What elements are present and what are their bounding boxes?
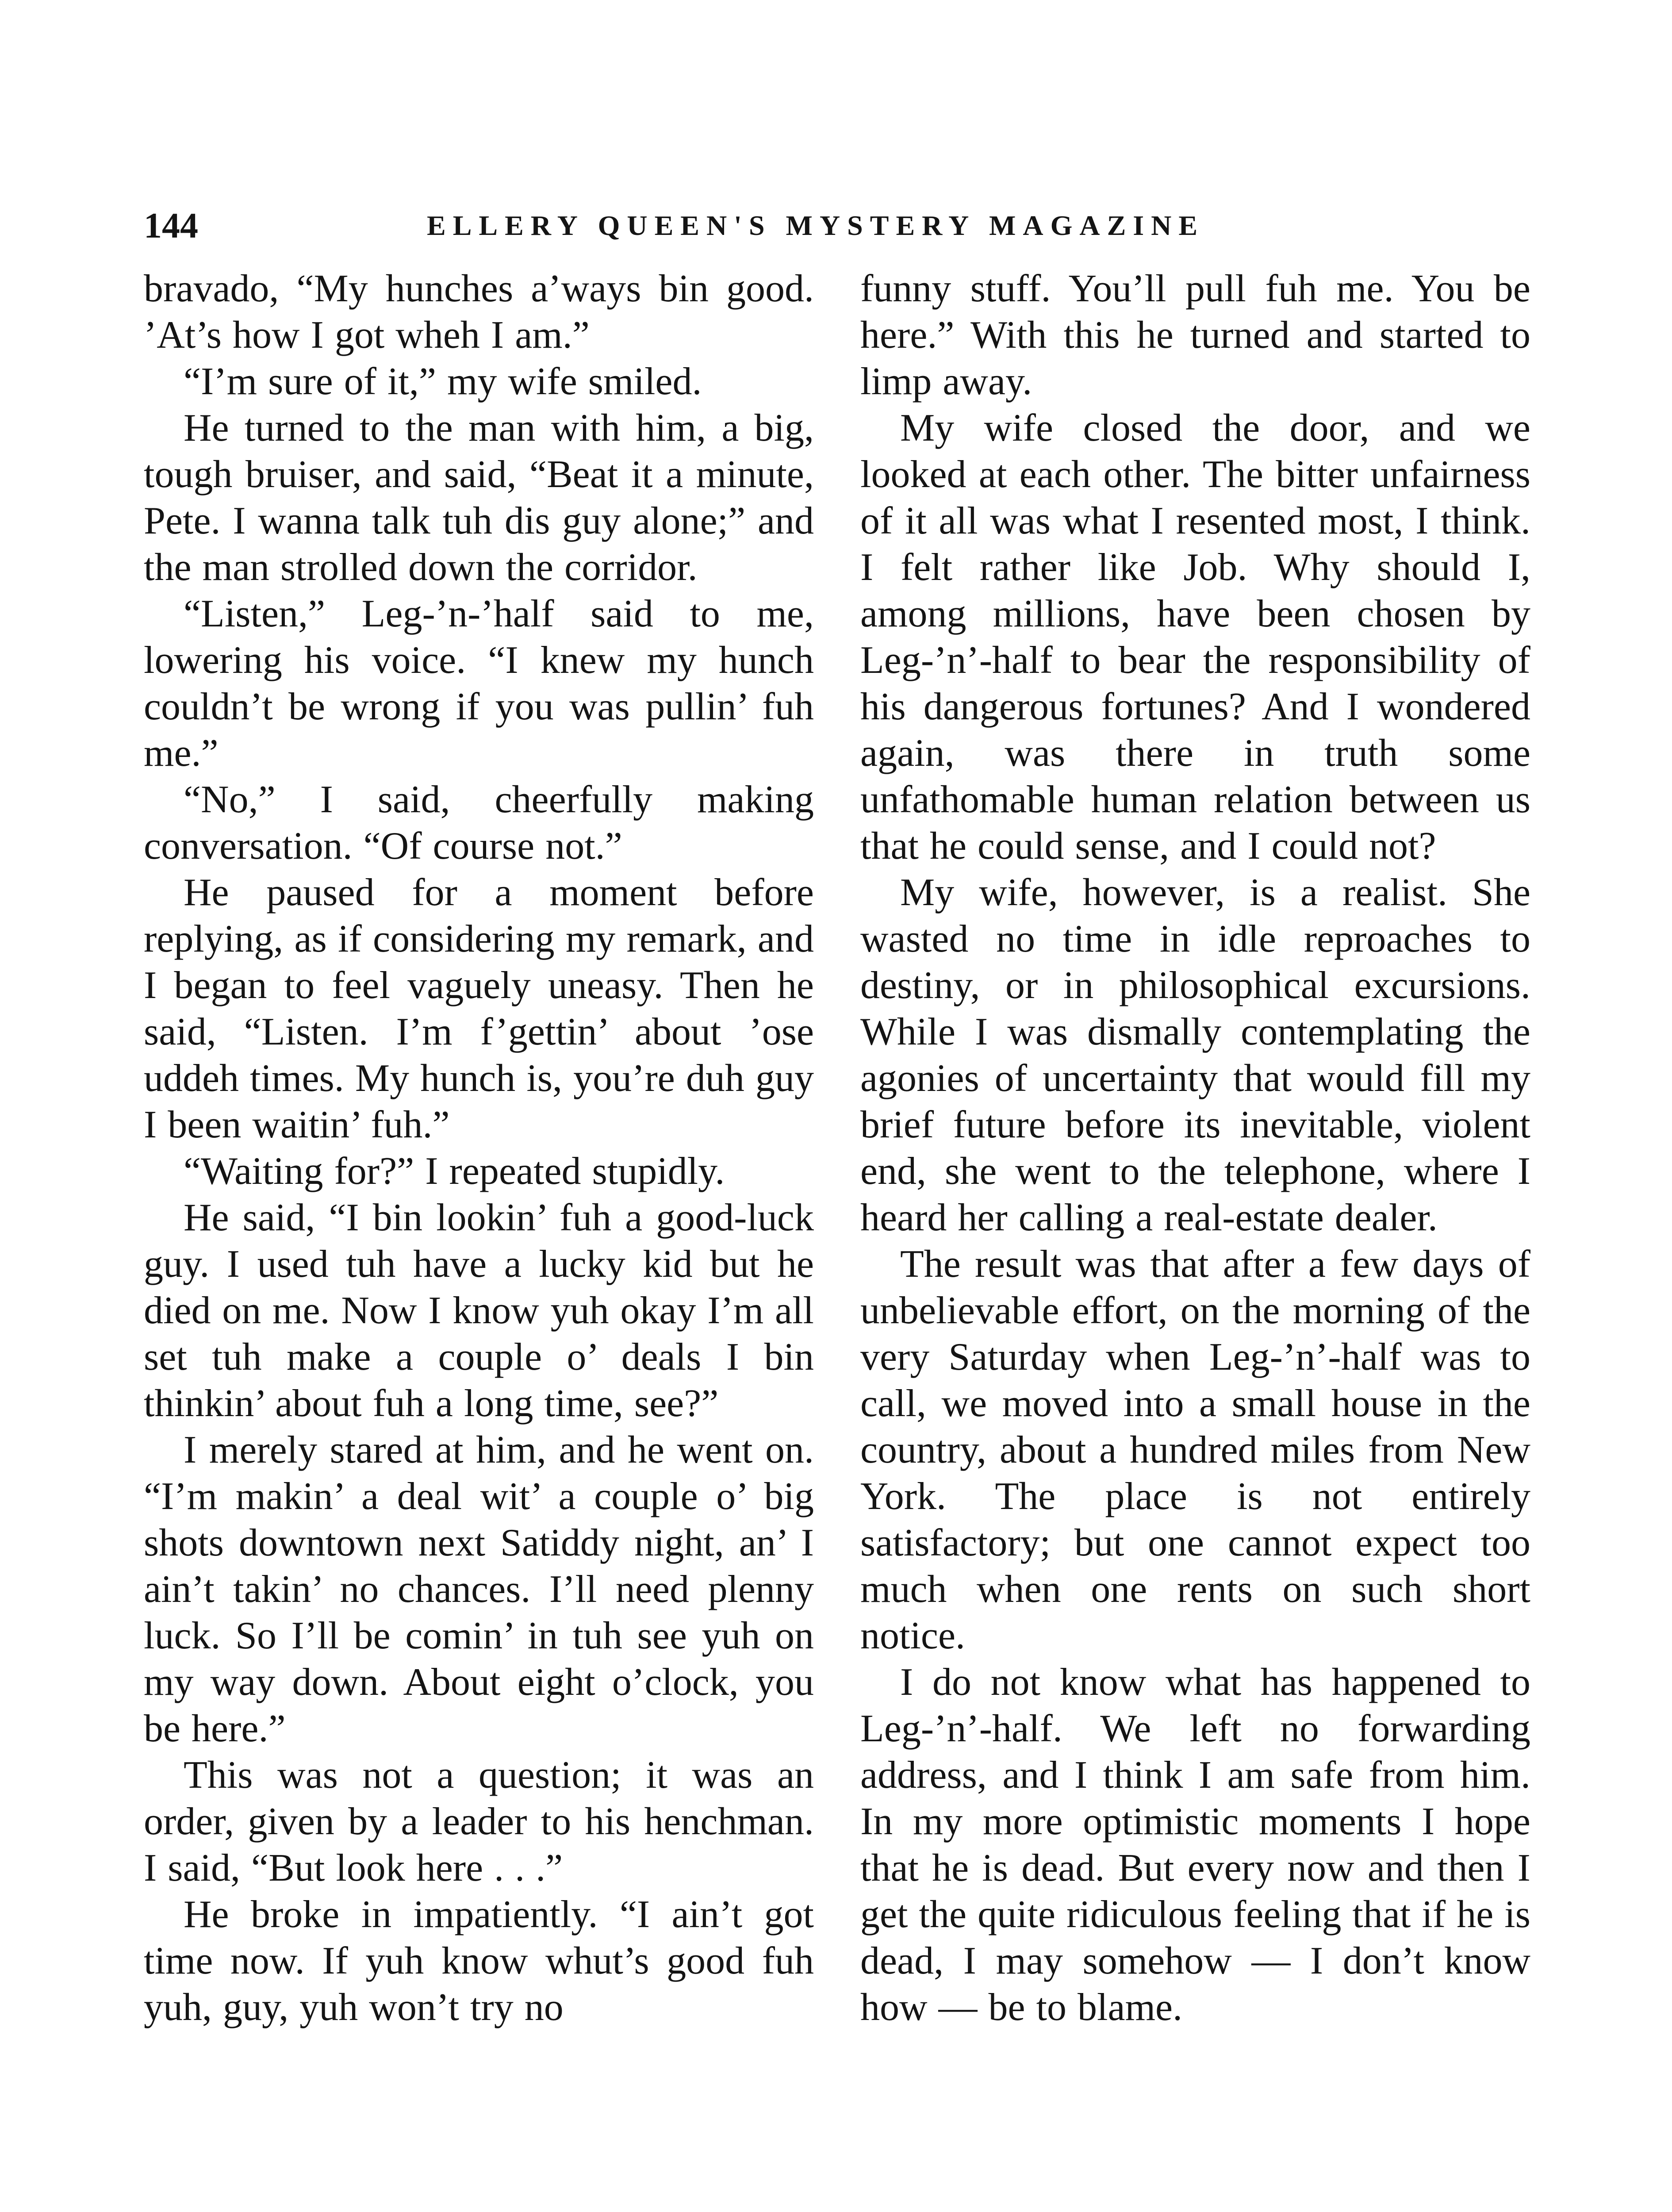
- left-paragraph: “Waiting for?” I repeated stupidly.: [184, 1150, 725, 1193]
- right-text-column: [860, 265, 1530, 2181]
- running-head: ELLERY QUEEN'S MYSTERY MAGAZINE: [427, 210, 1205, 241]
- left-paragraph: He broke in impatiently. “I ain’t got time now. If yuh know whut’s good fuh yuh, guy, yuh won’t try no: [144, 1893, 814, 2029]
- right-paragraph: I do not know what has happened to Leg-’n’-half. We left no forwarding address, and I think I am safe from him. In my more optimistic moments I hope that he is dead. But every now and then I get the quite ridiculous feeling that if he is dead, I may somehow — I don’t know how — be to blame.: [860, 1661, 1530, 2029]
- left-paragraph-continuation: bravado, “My hunches a’ways bin good. ’At’s how I got wheh I am.”: [144, 267, 814, 357]
- right-paragraph: My wife, however, is a realist. She wasted no time in idle reproaches to destiny, or in philosophical excursions. While I was dismally contemplating the agonies of uncertainty that would fill my brief future before its inevitable, violent end, she went to the telephone, where I heard her calling a real-estate dealer.: [860, 871, 1530, 1239]
- left-paragraph: He said, “I bin lookin’ fuh a good-luck guy. I used tuh have a lucky kid but he died on me. Now I know yuh okay I’m all set tuh make a couple o’ deals I bin thinkin’ about fuh a long time, see?”: [144, 1196, 814, 1425]
- page-header: [144, 201, 1276, 250]
- page-number: 144: [144, 205, 198, 246]
- left-paragraph: “I’m sure of it,” my wife smiled.: [184, 360, 702, 403]
- right-paragraph: My wife closed the door, and we looked at each other. The bitter unfairness of it all was what I resented most, I think. I felt rather like Job. Why should I, among millions, have been chosen by Leg-’n’-half to bear the responsibility of his dangerous fortunes? And I wondered again, was there in truth some unfathomable human relation between us that he could sense, and I could not?: [860, 407, 1530, 868]
- left-text-column: [144, 265, 814, 2181]
- left-paragraph: He paused for a moment before replying, as if considering my remark, and I began to feel vaguely uneasy. Then he said, “Listen. I’m f’gettin’ about ’ose uddeh times. My hunch is, you’re duh guy I been waitin’ fuh.”: [144, 871, 814, 1146]
- left-paragraph: He turned to the man with him, a big, tough bruiser, and said, “Beat it a minute, Pete. I wanna talk tuh dis guy alone;” and the man strolled down the corridor.: [144, 407, 814, 589]
- right-paragraph: The result was that after a few days of unbelievable effort, on the morning of the very Saturday when Leg-’n’-half was to call, we moved into a small house in the country, about a hundred miles from New York. The place is not entirely satisfactory; but one cannot expect too much when one rents on such short notice.: [860, 1243, 1530, 1657]
- left-paragraph: “No,” I said, cheerfully making conversation. “Of course not.”: [144, 778, 814, 868]
- left-paragraph: This was not a question; it was an order, given by a leader to his henchman. I said, “But look here . . .”: [144, 1754, 814, 1889]
- left-paragraph: I merely stared at him, and he went on. “I’m makin’ a deal wit’ a couple o’ big shots downtown next Satiddy night, an’ I ain’t takin’ no chances. I’ll need plenny luck. So I’ll be comin’ in tuh see yuh on my way down. About eight o’clock, you be here.”: [144, 1429, 814, 1750]
- left-paragraph: “Listen,” Leg-’n-’half said to me, lowering his voice. “I knew my hunch couldn’t be wrong if you was pullin’ fuh me.”: [144, 592, 814, 775]
- right-paragraph-continuation: funny stuff. You’ll pull fuh me. You be here.” With this he turned and started to limp away.: [860, 267, 1530, 403]
